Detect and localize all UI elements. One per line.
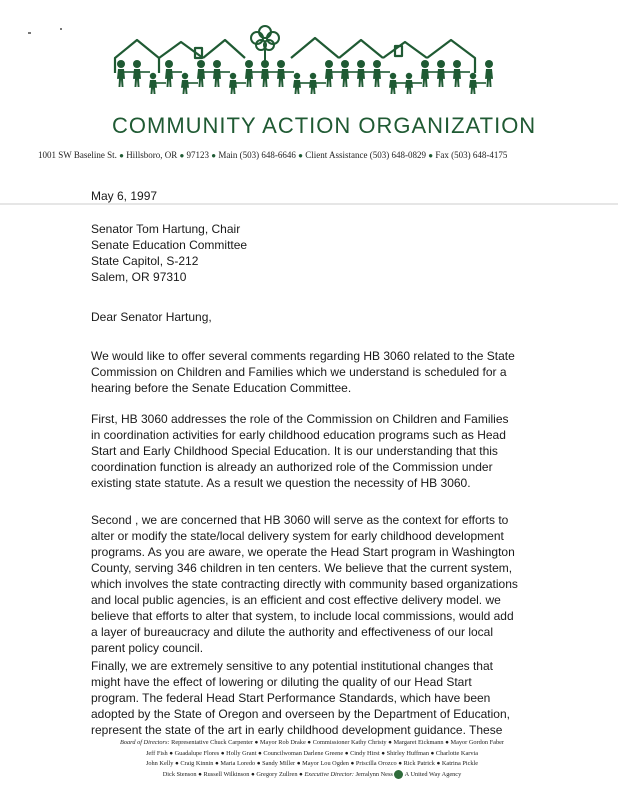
text-line: adopted by the State of Oregon and overseen by the Department of Education,	[91, 707, 510, 721]
person-figure-icon	[261, 60, 278, 87]
text-line: Commission on Children and Families which we understand is scheduled for a	[91, 365, 507, 379]
text-line: a layer of bureaucracy and dilute the authority and effectiveness of our local	[91, 625, 494, 639]
person-figure-icon	[117, 60, 134, 87]
recipient-block	[91, 221, 247, 285]
text-line: existing state statute. As a result we question the necessity of HB 3060.	[91, 476, 471, 490]
recipient-line: Salem, OR 97310	[91, 270, 187, 284]
letter-date: May 6, 1997	[91, 189, 158, 203]
person-figure-icon	[133, 60, 150, 87]
board-names: Dick Stenson ● Russell Wilkinson ● Gregory Zullren ●	[162, 770, 303, 778]
address-main-phone: Main (503) 648-6646	[218, 150, 296, 160]
person-figure-icon	[373, 60, 390, 87]
person-figure-icon	[421, 60, 438, 87]
bullet-icon: ●	[119, 151, 124, 160]
person-figure-icon	[245, 60, 262, 87]
address-fax: Fax (503) 648-4175	[435, 150, 508, 160]
text-line: and local public agencies, is an efficient and cost effective delivery model. we	[91, 593, 501, 607]
footer-row	[62, 770, 562, 781]
text-line: We would like to offer several comments regarding HB 3060 related to the State	[91, 349, 515, 363]
footer-row: Jeff Fish ● Guadalupe Flores ● Holly Grant ● Councilwoman Darlene Greene ● Cindy Hirst ● Shirley Huffman ● Charlotte Karvia	[145, 749, 479, 757]
text-line: hearing before the Senate Education Committee.	[91, 381, 352, 395]
bullet-icon: ●	[211, 151, 217, 160]
person-figure-icon	[229, 73, 246, 94]
text-line: alter or modify the state/local delivery system for early childhood development	[91, 529, 504, 543]
executive-director-name: Jerralynn Ness	[355, 770, 393, 778]
scan-speck	[60, 28, 62, 30]
board-of-directors-footer	[62, 738, 562, 780]
person-figure-icon	[197, 60, 214, 87]
executive-director-label: Executive Director:	[304, 770, 355, 778]
person-figure-icon	[165, 60, 182, 87]
footer-row: John Kelly ● Craig Kinnin ● Maria Loredo ● Sandy Miller ● Mayor Lou Ogden ● Priscilla Orozco ● Rick Patrick ● Katrina Pickle	[145, 760, 479, 767]
text-line: County, serving 346 children in ten centers. We believe that the current system,	[91, 561, 513, 575]
person-figure-icon	[213, 60, 230, 87]
footer-row	[62, 738, 562, 749]
address-street: 1001 SW Baseline St.	[38, 150, 117, 160]
person-figure-icon	[277, 60, 294, 87]
board-names: Representative Chuck Carpenter ● Mayor Rob Drake ● Commissioner Kathy Christy ● Margaret Eickmann ● Mayor Gordon Faber	[171, 739, 504, 746]
bullet-icon: ●	[298, 151, 303, 160]
paragraph-1	[91, 348, 603, 396]
person-figure-icon	[181, 73, 198, 94]
bullet-icon: ●	[179, 151, 185, 160]
address-line	[38, 150, 608, 160]
text-line: Start and Early Childhood Special Education. It is our understanding that this	[91, 444, 498, 458]
board-label: Board of Directors:	[120, 739, 170, 746]
recipient-line: Senator Tom Hartung, Chair	[91, 222, 241, 236]
person-figure-icon	[341, 60, 358, 87]
text-line: in coordination activities for early childhood education programs such as Head	[91, 428, 506, 442]
address-client-phone: Client Assistance (503) 648-0829	[305, 150, 426, 160]
page-divider	[0, 203, 618, 205]
scan-speck	[28, 32, 31, 34]
person-figure-icon	[357, 60, 374, 87]
person-figure-icon	[293, 73, 310, 94]
text-line: represent the state of the art in early childhood development guidance. These	[91, 723, 503, 737]
person-figure-icon	[309, 73, 326, 94]
address-city: Hillsboro, OR	[126, 150, 178, 160]
text-line: Finally, we are extremely sensitive to any potential institutional changes that	[91, 659, 493, 673]
person-figure-icon	[149, 73, 166, 94]
salutation: Dear Senator Hartung,	[91, 310, 212, 324]
text-line: which involves the state contracting directly with community based organizations	[91, 577, 518, 591]
recipient-line: State Capitol, S-212	[91, 254, 199, 268]
person-figure-icon	[325, 60, 342, 87]
person-figure-icon	[389, 73, 406, 94]
text-line: coordination function is already an authorized role of the Commission under	[91, 460, 493, 474]
paragraph-2	[91, 411, 603, 491]
united-way-logo-icon	[394, 770, 403, 779]
recipient-line: Senate Education Committee	[91, 238, 248, 252]
text-line: programs. As you are aware, we operate the Head Start program in Washington	[91, 545, 515, 559]
bullet-icon: ●	[428, 151, 434, 160]
text-line: program. The federal Head Start Performance Standards, which have been	[91, 691, 491, 705]
text-line: Second , we are concerned that HB 3060 will serve as the context for efforts to	[91, 513, 509, 527]
address-zip: 97123	[186, 150, 210, 160]
person-figure-icon	[469, 73, 486, 94]
text-line: parent policy council.	[91, 641, 204, 655]
united-way-text: A United Way Agency	[404, 770, 462, 778]
person-figure-icon	[405, 73, 422, 94]
paragraph-3	[91, 512, 603, 656]
organization-name: COMMUNITY ACTION ORGANIZATION	[112, 113, 537, 138]
person-figure-icon	[453, 60, 470, 87]
person-figure-icon	[437, 60, 454, 87]
text-line: First, HB 3060 addresses the role of the Commission on Children and Families	[91, 412, 509, 426]
paragraph-4	[91, 658, 603, 738]
text-line: believe that efforts to alter that system, to include local commissions, would add	[91, 609, 514, 623]
text-line: might have the effect of lowering or diluting the quality of our Head Start	[91, 675, 472, 689]
person-figure-icon	[485, 60, 493, 87]
